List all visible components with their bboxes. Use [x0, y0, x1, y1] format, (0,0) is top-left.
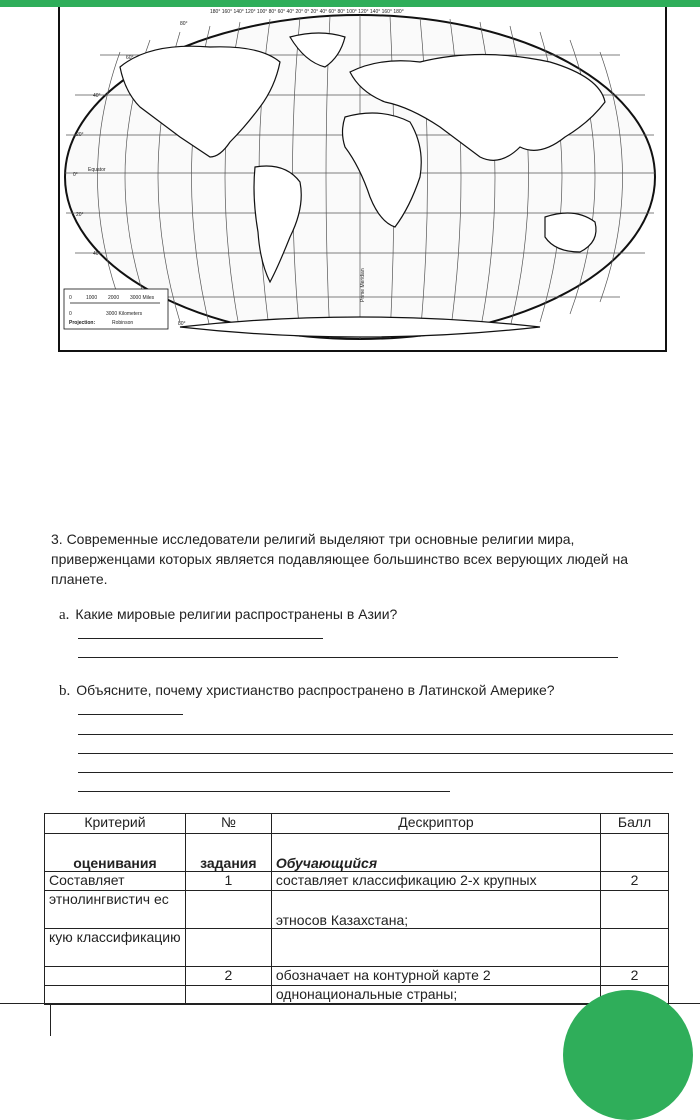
- answer-line-b-1[interactable]: [78, 714, 183, 715]
- question-a: [59, 606, 397, 624]
- lat-label-40s: 40°: [93, 251, 101, 257]
- row2-criterion: этнолингвистич ес: [45, 891, 186, 929]
- header-number: №: [185, 814, 271, 834]
- question-b-text: Объясните, почему христианство распространено в Латинской Америке?: [76, 682, 555, 698]
- scale-miles-1000: 1000: [86, 295, 98, 301]
- header-learner: Обучающийся: [271, 834, 600, 872]
- table-row: [45, 986, 669, 1005]
- lat-label-20s: 20°: [76, 212, 84, 218]
- row4-score: 2: [601, 967, 669, 986]
- answer-line-b-3[interactable]: [78, 753, 673, 754]
- question-b: [59, 682, 555, 700]
- header-criterion-2: оценивания: [45, 834, 186, 872]
- header-number-2: задания: [185, 834, 271, 872]
- equator-label: Equator: [88, 167, 106, 173]
- row3-criterion: кую классификацию: [45, 929, 186, 967]
- question-b-letter: b.: [59, 683, 71, 699]
- world-map: [60, 7, 665, 350]
- header-score-2: [601, 834, 669, 872]
- row5-number: [185, 986, 271, 1005]
- answer-line-a-2[interactable]: [78, 657, 618, 658]
- scale-miles-3000: 3000 Miles: [130, 295, 155, 301]
- header-score: Балл: [601, 814, 669, 834]
- row4-criterion: [45, 967, 186, 986]
- row4-descriptor: обозначает на контурной карте 2: [271, 967, 600, 986]
- row3-descriptor: [271, 929, 600, 967]
- scale-miles-2000: 2000: [108, 295, 120, 301]
- row2-descriptor: этносов Казахстана;: [271, 891, 600, 929]
- lat-label-80n: 80°: [180, 21, 188, 27]
- answer-line-a-1[interactable]: [78, 638, 323, 639]
- lat-label-0: 0°: [73, 172, 78, 178]
- header-criterion: Критерий: [45, 814, 186, 834]
- header-descriptor: Дескриптор: [271, 814, 600, 834]
- lat-label-40n: 40°: [93, 93, 101, 99]
- row1-number: 1: [185, 872, 271, 891]
- assessment-table: [44, 813, 669, 1005]
- row2-score: [601, 891, 669, 929]
- row1-score: 2: [601, 872, 669, 891]
- row3-number: [185, 929, 271, 967]
- world-map-frame: [58, 7, 667, 352]
- prime-meridian-label: Prime Meridian: [360, 268, 366, 302]
- table-header-row: [45, 814, 669, 834]
- green-corner-badge: [563, 990, 693, 1120]
- row4-number: 2: [185, 967, 271, 986]
- lat-label-20n: 20°: [76, 132, 84, 138]
- table-row: [45, 872, 669, 891]
- row5-criterion: [45, 986, 186, 1005]
- question-a-text: Какие мировые религии распространены в Азии?: [75, 606, 398, 622]
- answer-line-b-4[interactable]: [78, 772, 673, 773]
- question-a-letter: a.: [59, 607, 70, 623]
- projection-name: Robinson: [112, 320, 134, 326]
- projection-label: Projection:: [69, 320, 96, 326]
- question-3-text: 3. Современные исследователи религий выделяют три основные религии мира, приверженцами которых является подавляющее большинство всех верующих людей на планете.: [51, 531, 629, 587]
- table-row: [45, 929, 669, 967]
- table-row: [45, 891, 669, 929]
- scale-miles-0: 0: [69, 295, 72, 301]
- lat-label-80s: 80°: [178, 321, 186, 327]
- table-header-row-2: [45, 834, 669, 872]
- top-accent-bar: [0, 0, 700, 7]
- row2-number: [185, 891, 271, 929]
- top-longitude-labels: 180° 160° 140° 120° 100° 80° 60° 40° 20° 0° 20° 40° 60° 80° 100° 120° 140° 160° 180°: [210, 9, 404, 15]
- row1-criterion: Составляет: [45, 872, 186, 891]
- answer-line-b-2[interactable]: [78, 734, 673, 735]
- lat-label-60n: 60°: [126, 55, 134, 61]
- scale-km-3000: 3000 Kilometers: [106, 311, 143, 317]
- row5-descriptor: однонациональные страны;: [271, 986, 600, 1005]
- scale-km-0: 0: [69, 311, 72, 317]
- table-row: [45, 967, 669, 986]
- row3-score: [601, 929, 669, 967]
- answer-line-b-5[interactable]: [78, 791, 450, 792]
- row1-descriptor: составляет классификацию 2-х крупных: [271, 872, 600, 891]
- page-footer-tick: [50, 1003, 51, 1036]
